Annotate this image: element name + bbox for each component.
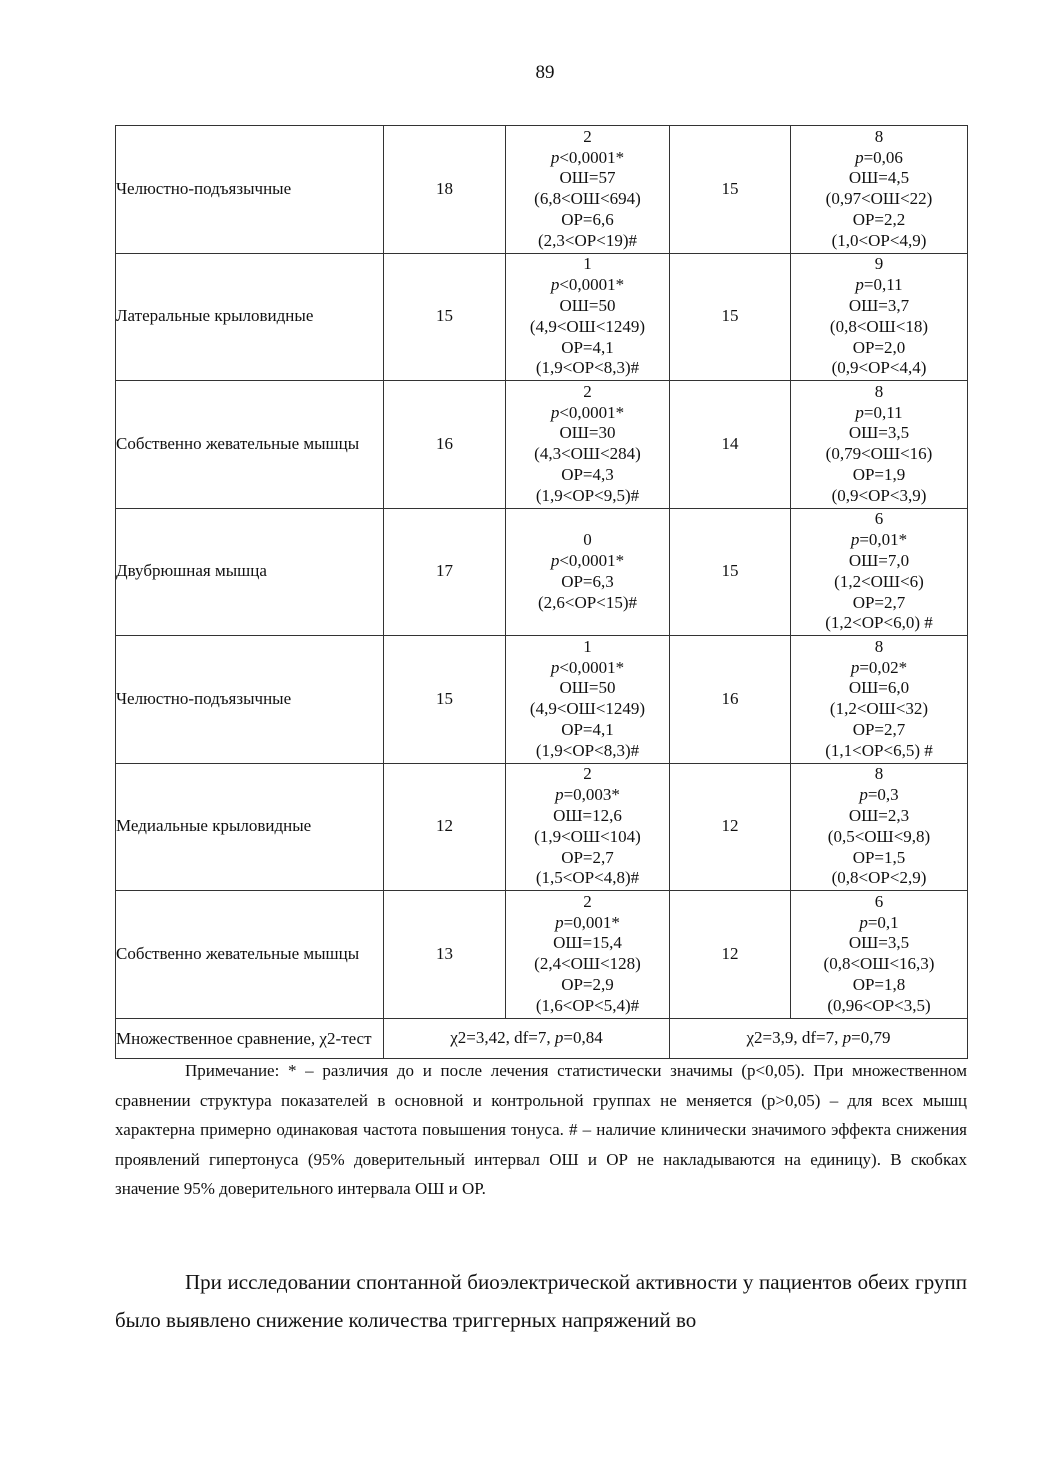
stat-line: (1,9<ОР<8,3)# bbox=[535, 358, 640, 378]
stat-line: 2 bbox=[583, 381, 592, 401]
stat-line: ОР=2,9 bbox=[561, 975, 614, 995]
control-after-stats bbox=[791, 253, 968, 381]
stat-line: ОР=4,3 bbox=[561, 465, 614, 485]
control-after-stats bbox=[791, 381, 968, 509]
main-after-stats bbox=[506, 253, 670, 381]
stat-line: (0,9<ОР<4,4) bbox=[831, 358, 927, 378]
stat-line: (0,96<ОР<3,5) bbox=[827, 995, 931, 1015]
stat-line: 2 bbox=[583, 764, 592, 784]
stat-line: 2 bbox=[583, 126, 592, 146]
stat-line: ОР=2,0 bbox=[852, 337, 906, 357]
stat-line: ОШ=50 bbox=[559, 295, 616, 315]
stat-line: (0,8<ОШ<16,3) bbox=[823, 954, 935, 974]
main-before-count: 16 bbox=[384, 381, 506, 509]
stat-line: (6,8<ОШ<694) bbox=[534, 189, 641, 209]
control-before-count: 15 bbox=[670, 126, 791, 254]
stat-line: p=0,01* bbox=[850, 530, 908, 550]
stat-line: p<0,0001* bbox=[550, 147, 625, 167]
muscle-name: Собственно жевательные мышцы bbox=[116, 891, 384, 1019]
table-row bbox=[116, 381, 968, 509]
stat-line: 0 bbox=[583, 530, 592, 550]
muscle-name: Собственно жевательные мышцы bbox=[116, 381, 384, 509]
stat-line: ОШ=2,3 bbox=[848, 805, 910, 825]
stat-line: (1,9<ОР<9,5)# bbox=[535, 485, 640, 505]
table-row bbox=[116, 763, 968, 891]
stat-line: p<0,0001* bbox=[550, 550, 625, 570]
stat-line: 6 bbox=[874, 891, 884, 911]
stat-line: ОШ=6,0 bbox=[848, 678, 910, 698]
stat-line: 9 bbox=[874, 254, 884, 274]
stat-line: ОШ=4,5 bbox=[848, 168, 910, 188]
stat-line: (0,8<ОР<2,9) bbox=[831, 868, 927, 888]
main-before-count: 15 bbox=[384, 636, 506, 764]
results-table bbox=[115, 125, 968, 1059]
main-before-count: 12 bbox=[384, 763, 506, 891]
stat-line: (1,9<ОР<8,3)# bbox=[535, 740, 640, 760]
stat-line: (1,6<ОР<5,4)# bbox=[535, 995, 640, 1015]
stat-line: (1,9<ОШ<104) bbox=[534, 826, 641, 846]
stat-line: (0,97<ОШ<22) bbox=[825, 189, 933, 209]
main-after-stats bbox=[506, 891, 670, 1019]
stat-line: 6 bbox=[874, 509, 884, 529]
stat-line: p<0,0001* bbox=[550, 402, 625, 422]
main-before-count: 13 bbox=[384, 891, 506, 1019]
control-before-count: 15 bbox=[670, 508, 791, 636]
table-row bbox=[116, 126, 968, 254]
stat-line: (1,2<ОР<6,0) # bbox=[825, 613, 933, 633]
table-row bbox=[116, 891, 968, 1019]
stat-line: ОШ=7,0 bbox=[848, 550, 910, 570]
stat-line: ОР=2,7 bbox=[852, 592, 906, 612]
main-after-stats bbox=[506, 636, 670, 764]
stat-line: (2,3<ОР<19)# bbox=[538, 230, 637, 250]
control-before-count: 16 bbox=[670, 636, 791, 764]
summary-row bbox=[116, 1018, 968, 1058]
stat-line: ОР=2,2 bbox=[852, 210, 906, 230]
control-after-stats bbox=[791, 636, 968, 764]
control-after-stats bbox=[791, 891, 968, 1019]
control-after-stats bbox=[791, 763, 968, 891]
control-after-stats bbox=[791, 508, 968, 636]
stat-line: 8 bbox=[874, 381, 884, 401]
stat-line: ОР=1,5 bbox=[852, 847, 906, 867]
stat-line: ОР=1,8 bbox=[852, 975, 906, 995]
stat-line: p=0,003* bbox=[555, 785, 620, 805]
stat-line: ОР=2,7 bbox=[561, 847, 614, 867]
table-row bbox=[116, 508, 968, 636]
stat-line: 2 bbox=[583, 891, 592, 911]
stat-line: 1 bbox=[583, 636, 592, 656]
stat-line: ОР=4,1 bbox=[561, 720, 614, 740]
summary-control-test: χ2=3,9, df=7, p=0,79 bbox=[670, 1018, 968, 1058]
stat-line: 8 bbox=[874, 764, 884, 784]
stat-line: ОШ=12,6 bbox=[553, 805, 622, 825]
table-row bbox=[116, 253, 968, 381]
stat-line: 8 bbox=[874, 636, 884, 656]
stat-line: (0,5<ОШ<9,8) bbox=[827, 826, 931, 846]
stat-line: ОР=1,9 bbox=[852, 465, 906, 485]
muscle-name: Латеральные крыловидные bbox=[116, 253, 384, 381]
stat-line: p=0,02* bbox=[850, 657, 908, 677]
muscle-name: Челюстно-подъязычные bbox=[116, 126, 384, 254]
control-before-count: 12 bbox=[670, 763, 791, 891]
stat-line: (2,6<ОР<15)# bbox=[538, 592, 637, 612]
muscle-name: Медиальные крыловидные bbox=[116, 763, 384, 891]
stat-line: ОШ=3,5 bbox=[848, 933, 910, 953]
stat-line: ОШ=3,5 bbox=[848, 423, 910, 443]
control-before-count: 12 bbox=[670, 891, 791, 1019]
stat-line: p=0,11 bbox=[855, 402, 903, 422]
stat-line: ОР=2,7 bbox=[852, 720, 906, 740]
stat-line: p=0,3 bbox=[859, 785, 899, 805]
control-before-count: 14 bbox=[670, 381, 791, 509]
main-before-count: 15 bbox=[384, 253, 506, 381]
stat-line: (0,9<ОР<3,9) bbox=[831, 485, 927, 505]
main-before-count: 18 bbox=[384, 126, 506, 254]
stat-line: (2,4<ОШ<128) bbox=[534, 954, 641, 974]
table-row bbox=[116, 636, 968, 764]
page-number: 89 bbox=[535, 62, 555, 83]
stat-line: ОШ=57 bbox=[559, 168, 616, 188]
stat-line: p=0,1 bbox=[859, 912, 899, 932]
muscle-name: Двубрюшная мышца bbox=[116, 508, 384, 636]
stat-line: 1 bbox=[583, 254, 592, 274]
stat-line: (4,9<ОШ<1249) bbox=[529, 699, 646, 719]
stat-line: (4,9<ОШ<1249) bbox=[529, 316, 646, 336]
table-body bbox=[116, 126, 968, 1059]
main-after-stats bbox=[506, 381, 670, 509]
stat-line: ОШ=3,7 bbox=[848, 295, 910, 315]
stat-line: (1,0<ОР<4,9) bbox=[831, 230, 927, 250]
stat-line: ОШ=30 bbox=[559, 423, 616, 443]
main-after-stats bbox=[506, 508, 670, 636]
stat-line: (4,3<ОШ<284) bbox=[534, 444, 641, 464]
stat-line: (1,2<ОШ<6) bbox=[834, 571, 924, 591]
summary-main-test: χ2=3,42, df=7, p=0,84 bbox=[384, 1018, 670, 1058]
stat-line: p=0,11 bbox=[855, 275, 903, 295]
summary-label: Множественное сравнение, χ2-тест bbox=[116, 1018, 384, 1058]
stat-line: p=0,06 bbox=[855, 147, 903, 167]
stat-line: p<0,0001* bbox=[550, 275, 625, 295]
stat-line: p=0,001* bbox=[555, 912, 620, 932]
stat-line: ОР=6,6 bbox=[561, 210, 614, 230]
stat-line: 8 bbox=[874, 126, 884, 146]
stat-line: (1,1<ОР<6,5) # bbox=[825, 740, 933, 760]
main-after-stats bbox=[506, 763, 670, 891]
stat-line: ОР=6,3 bbox=[561, 571, 614, 591]
muscle-name: Челюстно-подъязычные bbox=[116, 636, 384, 764]
stat-line: ОШ=50 bbox=[559, 678, 616, 698]
control-before-count: 15 bbox=[670, 253, 791, 381]
stat-line: (0,8<ОШ<18) bbox=[829, 316, 929, 336]
stat-line: (0,79<ОШ<16) bbox=[825, 444, 933, 464]
main-after-stats bbox=[506, 126, 670, 254]
control-after-stats bbox=[791, 126, 968, 254]
stat-line: ОР=4,1 bbox=[561, 337, 614, 357]
stat-line: ОШ=15,4 bbox=[553, 933, 622, 953]
stat-line: (1,2<ОШ<32) bbox=[829, 699, 929, 719]
table-note: Примечание: * – различия до и после лечения статистически значимы (p<0,05). При множественном сравнении структура показателей в основной и контрольной группах не меняется (p>0,05) – для всех мышц характерна примерно одинаковая частота повышения тонуса. # – наличие клинически значимого эффекта снижения проявлений гипертонуса (95% доверительный интервал ОШ и ОР не накладываются на единицу). В скобках значение 95% доверительного интервала ОШ и ОР. bbox=[115, 1061, 967, 1198]
stat-line: (1,5<ОР<4,8)# bbox=[535, 868, 640, 888]
body-paragraph: При исследовании спонтанной биоэлектрической активности у пациентов обеих групп было выявлено снижение количества триггерных напряжений во bbox=[115, 1270, 967, 1332]
stat-line: p<0,0001* bbox=[550, 657, 625, 677]
main-before-count: 17 bbox=[384, 508, 506, 636]
